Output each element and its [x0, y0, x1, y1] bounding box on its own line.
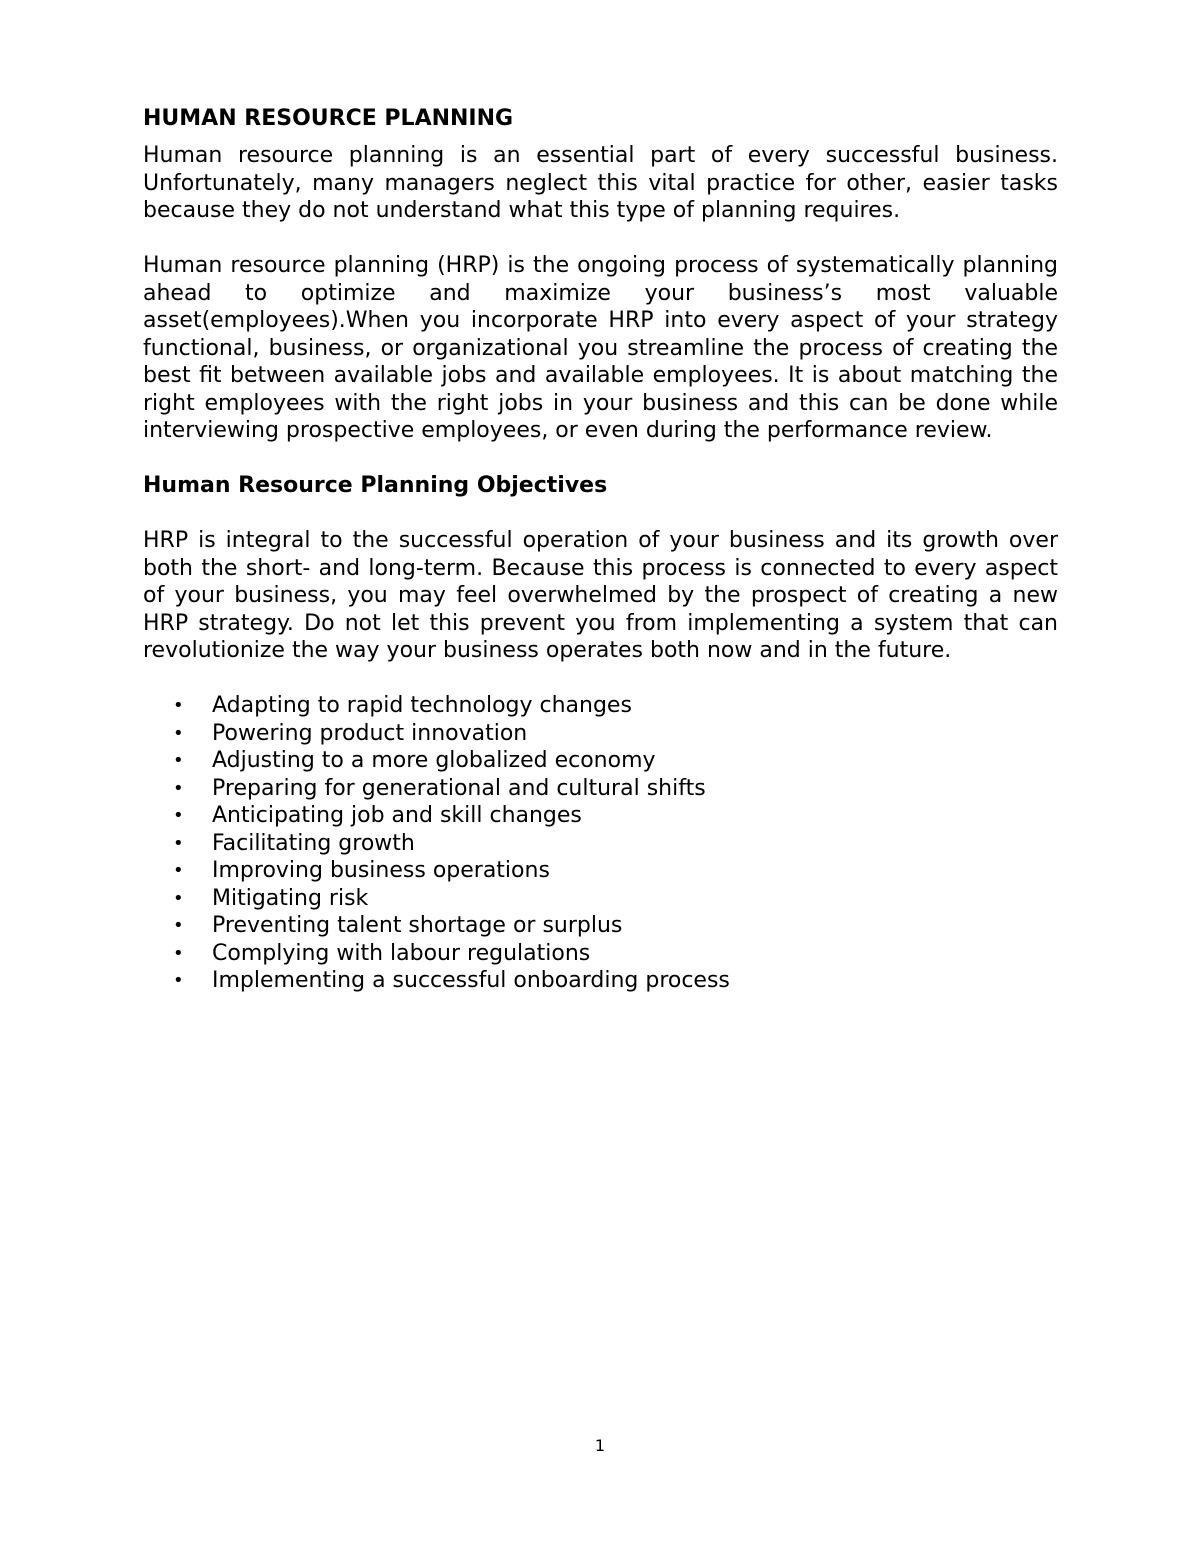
page-content — [143, 104, 1058, 995]
hrp-definition-paragraph: Human resource planning (HRP) is the ongoing process of systematically planning ahead to optimize and maximize your business’s most valuable asset(employees).When you incorporate HRP into every aspect of your strategy functional, business, or organizational you streamline the process of creating the best fit between available jobs and available employees. It is about matching the right employees with the right jobs in your business and this can be done while interviewing prospective employees, or even during the performance review. — [143, 253, 1058, 443]
list-item — [143, 857, 1058, 885]
bullet-icon: • — [173, 887, 184, 909]
list-item-text: Adapting to rapid technology changes — [212, 693, 632, 718]
list-item-text: Adjusting to a more globalized economy — [212, 748, 656, 773]
list-item-text: Implementing a successful onboarding process — [212, 968, 730, 993]
list-item — [143, 912, 1058, 940]
list-item — [143, 885, 1058, 913]
list-item-text: Powering product innovation — [212, 720, 528, 746]
paragraph-spacer — [143, 500, 1058, 528]
list-item — [143, 692, 1058, 720]
paragraph-spacer — [143, 445, 1058, 473]
list-item — [143, 940, 1058, 968]
list-item-text: Facilitating growth — [212, 830, 415, 856]
bullet-icon: • — [173, 832, 184, 854]
objectives-paragraph: HRP is integral to the successful operation of your business and its growth over both the short- and long-term. Because this process is connected to every aspect of your business, you may feel overwhelmed by the prospect of creating a new HRP strategy. Do not let this prevent you from implementing a system that can revolutionize the way your business operates both now and in the future. — [143, 528, 1058, 663]
bullet-icon: • — [173, 970, 184, 991]
list-item — [143, 747, 1058, 775]
bullet-icon: • — [173, 695, 184, 716]
list-item-text: Complying with labour regulations — [212, 940, 591, 966]
list-item-text: Improving business operations — [212, 858, 550, 883]
list-item-text: Anticipating job and skill changes — [212, 803, 582, 828]
objectives-heading: Human Resource Planning Objectives — [143, 473, 608, 498]
bullet-icon: • — [173, 722, 184, 744]
intro-paragraph: Human resource planning is an essential part of every successful business. Unfortunately, many managers neglect this vital practice for other, easier tasks because they do not understand what this type of planning requires. — [143, 143, 1058, 223]
paragraph-spacer — [143, 665, 1058, 693]
list-item-text: Preventing talent shortage or surplus — [212, 913, 623, 938]
list-item — [143, 802, 1058, 830]
bullet-icon: • — [173, 860, 184, 881]
list-item — [143, 830, 1058, 858]
bullet-icon: • — [173, 777, 184, 799]
list-item — [143, 720, 1058, 748]
paragraph-spacer — [143, 225, 1058, 253]
bullet-icon: • — [173, 750, 184, 771]
list-item — [143, 775, 1058, 803]
bullet-icon: • — [173, 805, 184, 826]
bullet-icon: • — [173, 915, 184, 936]
list-item — [143, 967, 1058, 995]
page-number: 1 — [594, 1436, 606, 1455]
objectives-list — [143, 692, 1058, 995]
list-item-text: Preparing for generational and cultural shifts — [212, 775, 706, 801]
bullet-icon: • — [173, 942, 184, 964]
list-item-text: Mitigating risk — [212, 885, 369, 911]
document-title: HUMAN RESOURCE PLANNING — [143, 106, 514, 131]
